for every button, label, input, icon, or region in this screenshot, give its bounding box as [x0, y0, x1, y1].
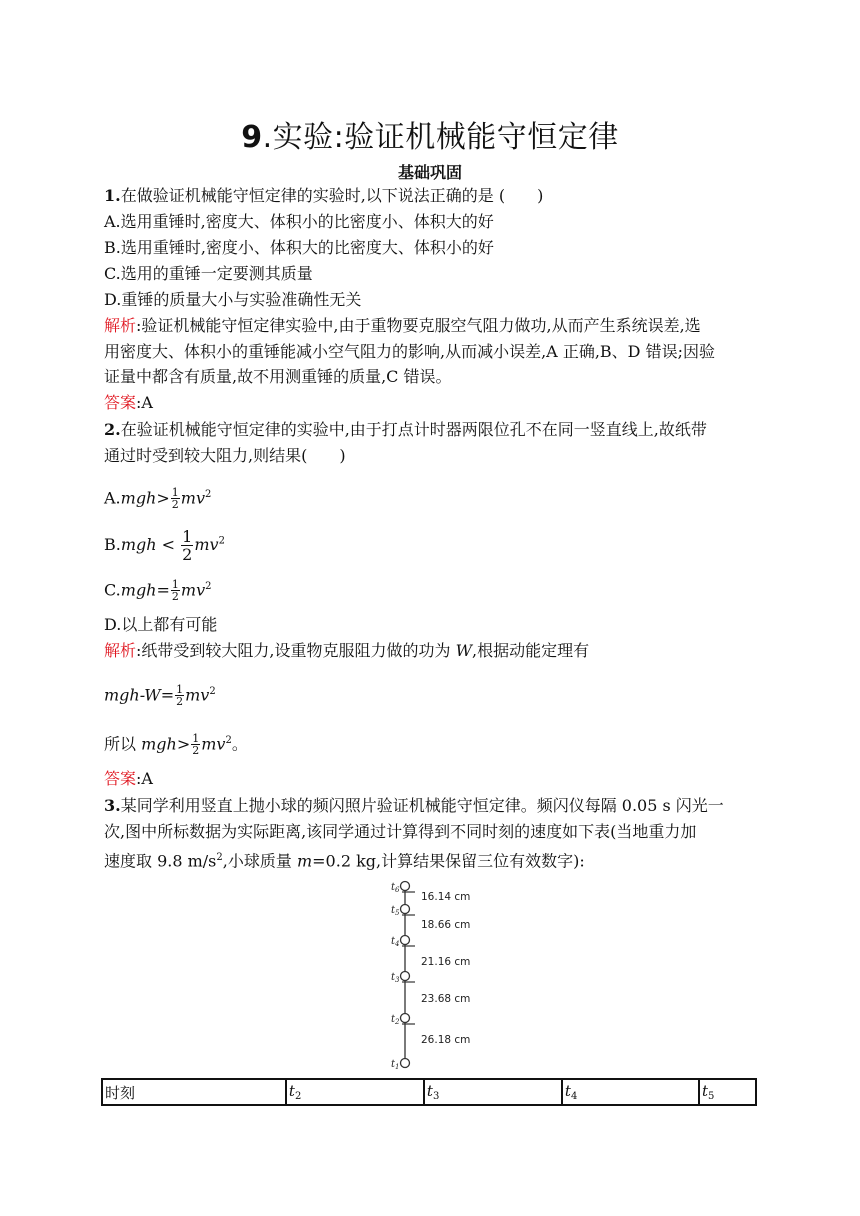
fraction: $\frac{1}{2}$ — [176, 683, 184, 709]
q2-analysis: 解析:纸带受到较大阻力,设重物克服阻力做的功为 W,根据动能定理有 — [104, 641, 590, 660]
table-col-t3: $t_3$ — [424, 1079, 562, 1105]
q2-option-b: B.mgh < $\frac{1}{2}$ $mv^2$ — [104, 527, 225, 564]
page-title — [0, 112, 860, 156]
q1-analysis-3: 证量中都含有质量,故不用测重锤的质量,C 错误。 — [104, 367, 452, 386]
q1-analysis-2: 用密度大、体积小的重锤能减小空气阻力的影响,从而减小误差,A 正确,B、D 错误;因验 — [104, 342, 715, 361]
q1-answer: 答案:A — [104, 393, 153, 412]
distance-1: 16.14 cm — [421, 891, 471, 903]
analysis-label: 解析 — [104, 316, 137, 335]
table-header-time: 时刻 — [102, 1079, 286, 1105]
q3-stem-3: 速度取 9.8 $m/s^2$,小球质量 m=0.2 kg,计算结果保留三位有效数字): — [104, 851, 585, 871]
distance-2: 18.66 cm — [421, 919, 471, 931]
q2-option-a: A.mgh> $\frac{1}{2}$ $mv^2$ — [104, 486, 212, 512]
fraction: $\frac{1}{2}$ — [171, 486, 179, 512]
strobe-diagram — [388, 878, 478, 1070]
label-t4: $t_4$ — [391, 936, 400, 948]
label-t2: $t_2$ — [391, 1014, 400, 1026]
table-row — [102, 1079, 756, 1105]
label-t6: $t_6$ — [391, 882, 400, 894]
fraction: $\frac{1}{2}$ — [192, 732, 200, 758]
ball-t1 — [401, 1059, 410, 1068]
q1-option-b: B.选用重锤时,密度小、体积大的比密度大、体积小的好 — [104, 238, 494, 257]
distance-5: 26.18 cm — [421, 1034, 471, 1046]
q1-stem: 1.在做验证机械能守恒定律的实验时,以下说法正确的是 ( ) — [104, 186, 544, 205]
velocity-table — [101, 1078, 757, 1106]
ball-t4 — [401, 936, 410, 945]
answer-label: 答案 — [104, 769, 137, 788]
q1-analysis: 解析:验证机械能守恒定律实验中,由于重物要克服空气阻力做功,从而产生系统误差,选 — [104, 316, 701, 335]
label-t3: $t_3$ — [391, 972, 400, 984]
distance-4: 23.68 cm — [421, 993, 471, 1005]
title-number: 9 — [241, 120, 263, 155]
q2-option-d: D.以上都有可能 — [104, 615, 218, 634]
distance-3: 21.16 cm — [421, 956, 471, 968]
fraction: $\frac{1}{2}$ — [171, 578, 179, 604]
q1-option-d: D.重锤的质量大小与实验准确性无关 — [104, 290, 362, 309]
ball-t5 — [401, 905, 410, 914]
table-col-t4: $t_4$ — [562, 1079, 699, 1105]
q2-equation-2: 所以 mgh> $\frac{1}{2}$ $mv^2$。 — [104, 732, 248, 758]
q2-stem: 2.在验证机械能守恒定律的实验中,由于打点计时器两限位孔不在同一竖直线上,故纸带 — [104, 420, 707, 439]
ball-t3 — [401, 972, 410, 981]
ball-t6 — [401, 882, 410, 891]
ball-t2 — [401, 1014, 410, 1023]
title-text: .实验:验证机械能守恒定律 — [262, 120, 619, 155]
fraction: $\frac{1}{2}$ — [182, 527, 193, 564]
q1-option-a: A.选用重锤时,密度大、体积小的比密度小、体积大的好 — [104, 212, 494, 231]
q3-stem: 3.某同学利用竖直上抛小球的频闪照片验证机械能守恒定律。频闪仪每隔 0.05 s 闪光一 — [104, 796, 724, 815]
analysis-label: 解析 — [104, 641, 137, 660]
q2-answer: 答案:A — [104, 769, 153, 788]
q2-option-c: C.mgh= $\frac{1}{2}$ $mv^2$ — [104, 578, 212, 604]
label-t1: $t_1$ — [391, 1059, 400, 1070]
q2-stem-2: 通过时受到较大阻力,则结果( ) — [104, 446, 346, 465]
label-t5: $t_5$ — [391, 905, 400, 917]
section-heading: 基础巩固 — [397, 163, 462, 182]
answer-label: 答案 — [104, 393, 137, 412]
table-col-t2: $t_2$ — [286, 1079, 424, 1105]
q3-stem-2: 次,图中所标数据为实际距离,该同学通过计算得到不同时刻的速度如下表(当地重力加 — [104, 822, 697, 841]
table-col-t5: $t_5$ — [699, 1079, 756, 1105]
strobe-photo-figure — [388, 878, 478, 1074]
q2-equation-1: mgh-W= $\frac{1}{2}$ $mv^2$ — [104, 683, 216, 709]
q1-option-c: C.选用的重锤一定要测其质量 — [104, 264, 313, 283]
